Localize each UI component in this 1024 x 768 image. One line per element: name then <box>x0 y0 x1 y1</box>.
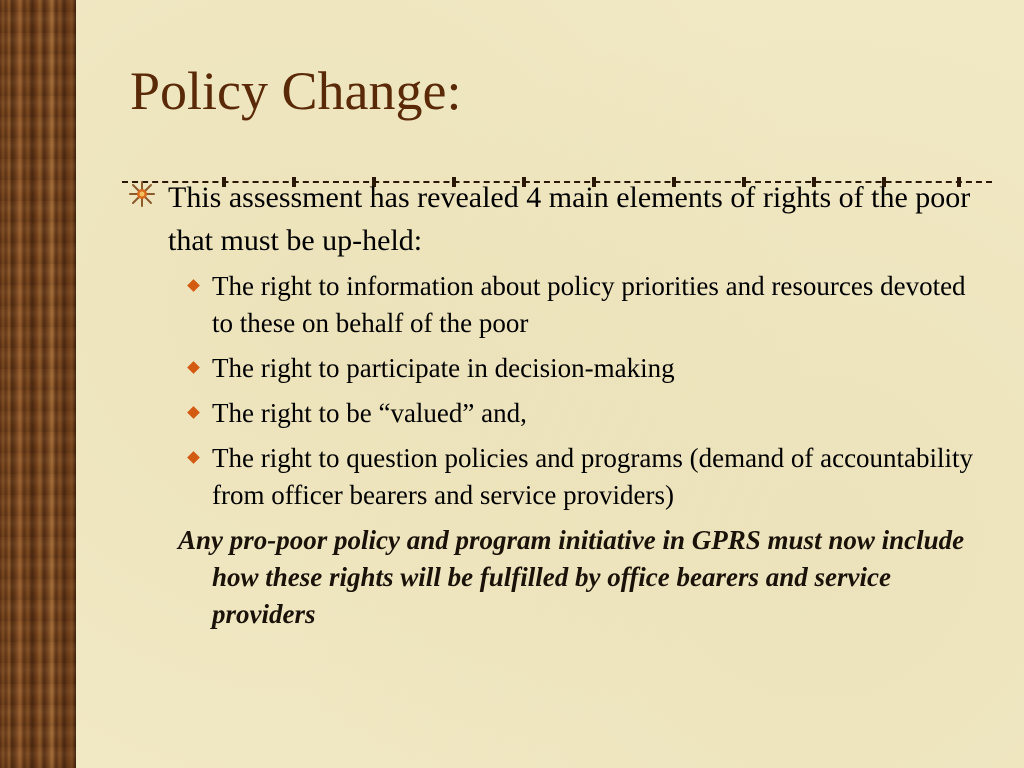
sub-bullet-text: The right to be “valued” and, <box>212 398 527 428</box>
slide-title: Policy Change: <box>130 61 462 121</box>
wood-texture-strip <box>0 0 76 768</box>
diamond-icon <box>187 406 200 419</box>
emphasis-note: Any pro-poor policy and program initiative in GPRS must now include how these rights will be fulfilled by office bearers and service providers <box>178 525 965 629</box>
list-item <box>186 440 988 514</box>
main-bullet-text: This assessment has revealed 4 main elements of rights of the poor that must be up-held: <box>168 181 971 257</box>
sub-bullet-text: The right to question policies and programs (demand of accountability from officer bearers and service providers) <box>212 443 974 510</box>
list-item <box>186 268 988 342</box>
sun-star-icon <box>128 180 156 208</box>
diamond-icon <box>187 361 200 374</box>
list-item <box>186 395 988 432</box>
diamond-icon <box>187 451 200 464</box>
sub-bullet-list <box>128 268 988 514</box>
slide-body <box>128 176 988 633</box>
list-item <box>186 350 988 387</box>
sub-bullet-text: The right to information about policy priorities and resources devoted to these on behalf of the poor <box>212 271 966 338</box>
diamond-icon <box>187 279 200 292</box>
sub-bullet-text: The right to participate in decision-making <box>212 353 675 383</box>
main-bullet-point <box>128 176 988 262</box>
